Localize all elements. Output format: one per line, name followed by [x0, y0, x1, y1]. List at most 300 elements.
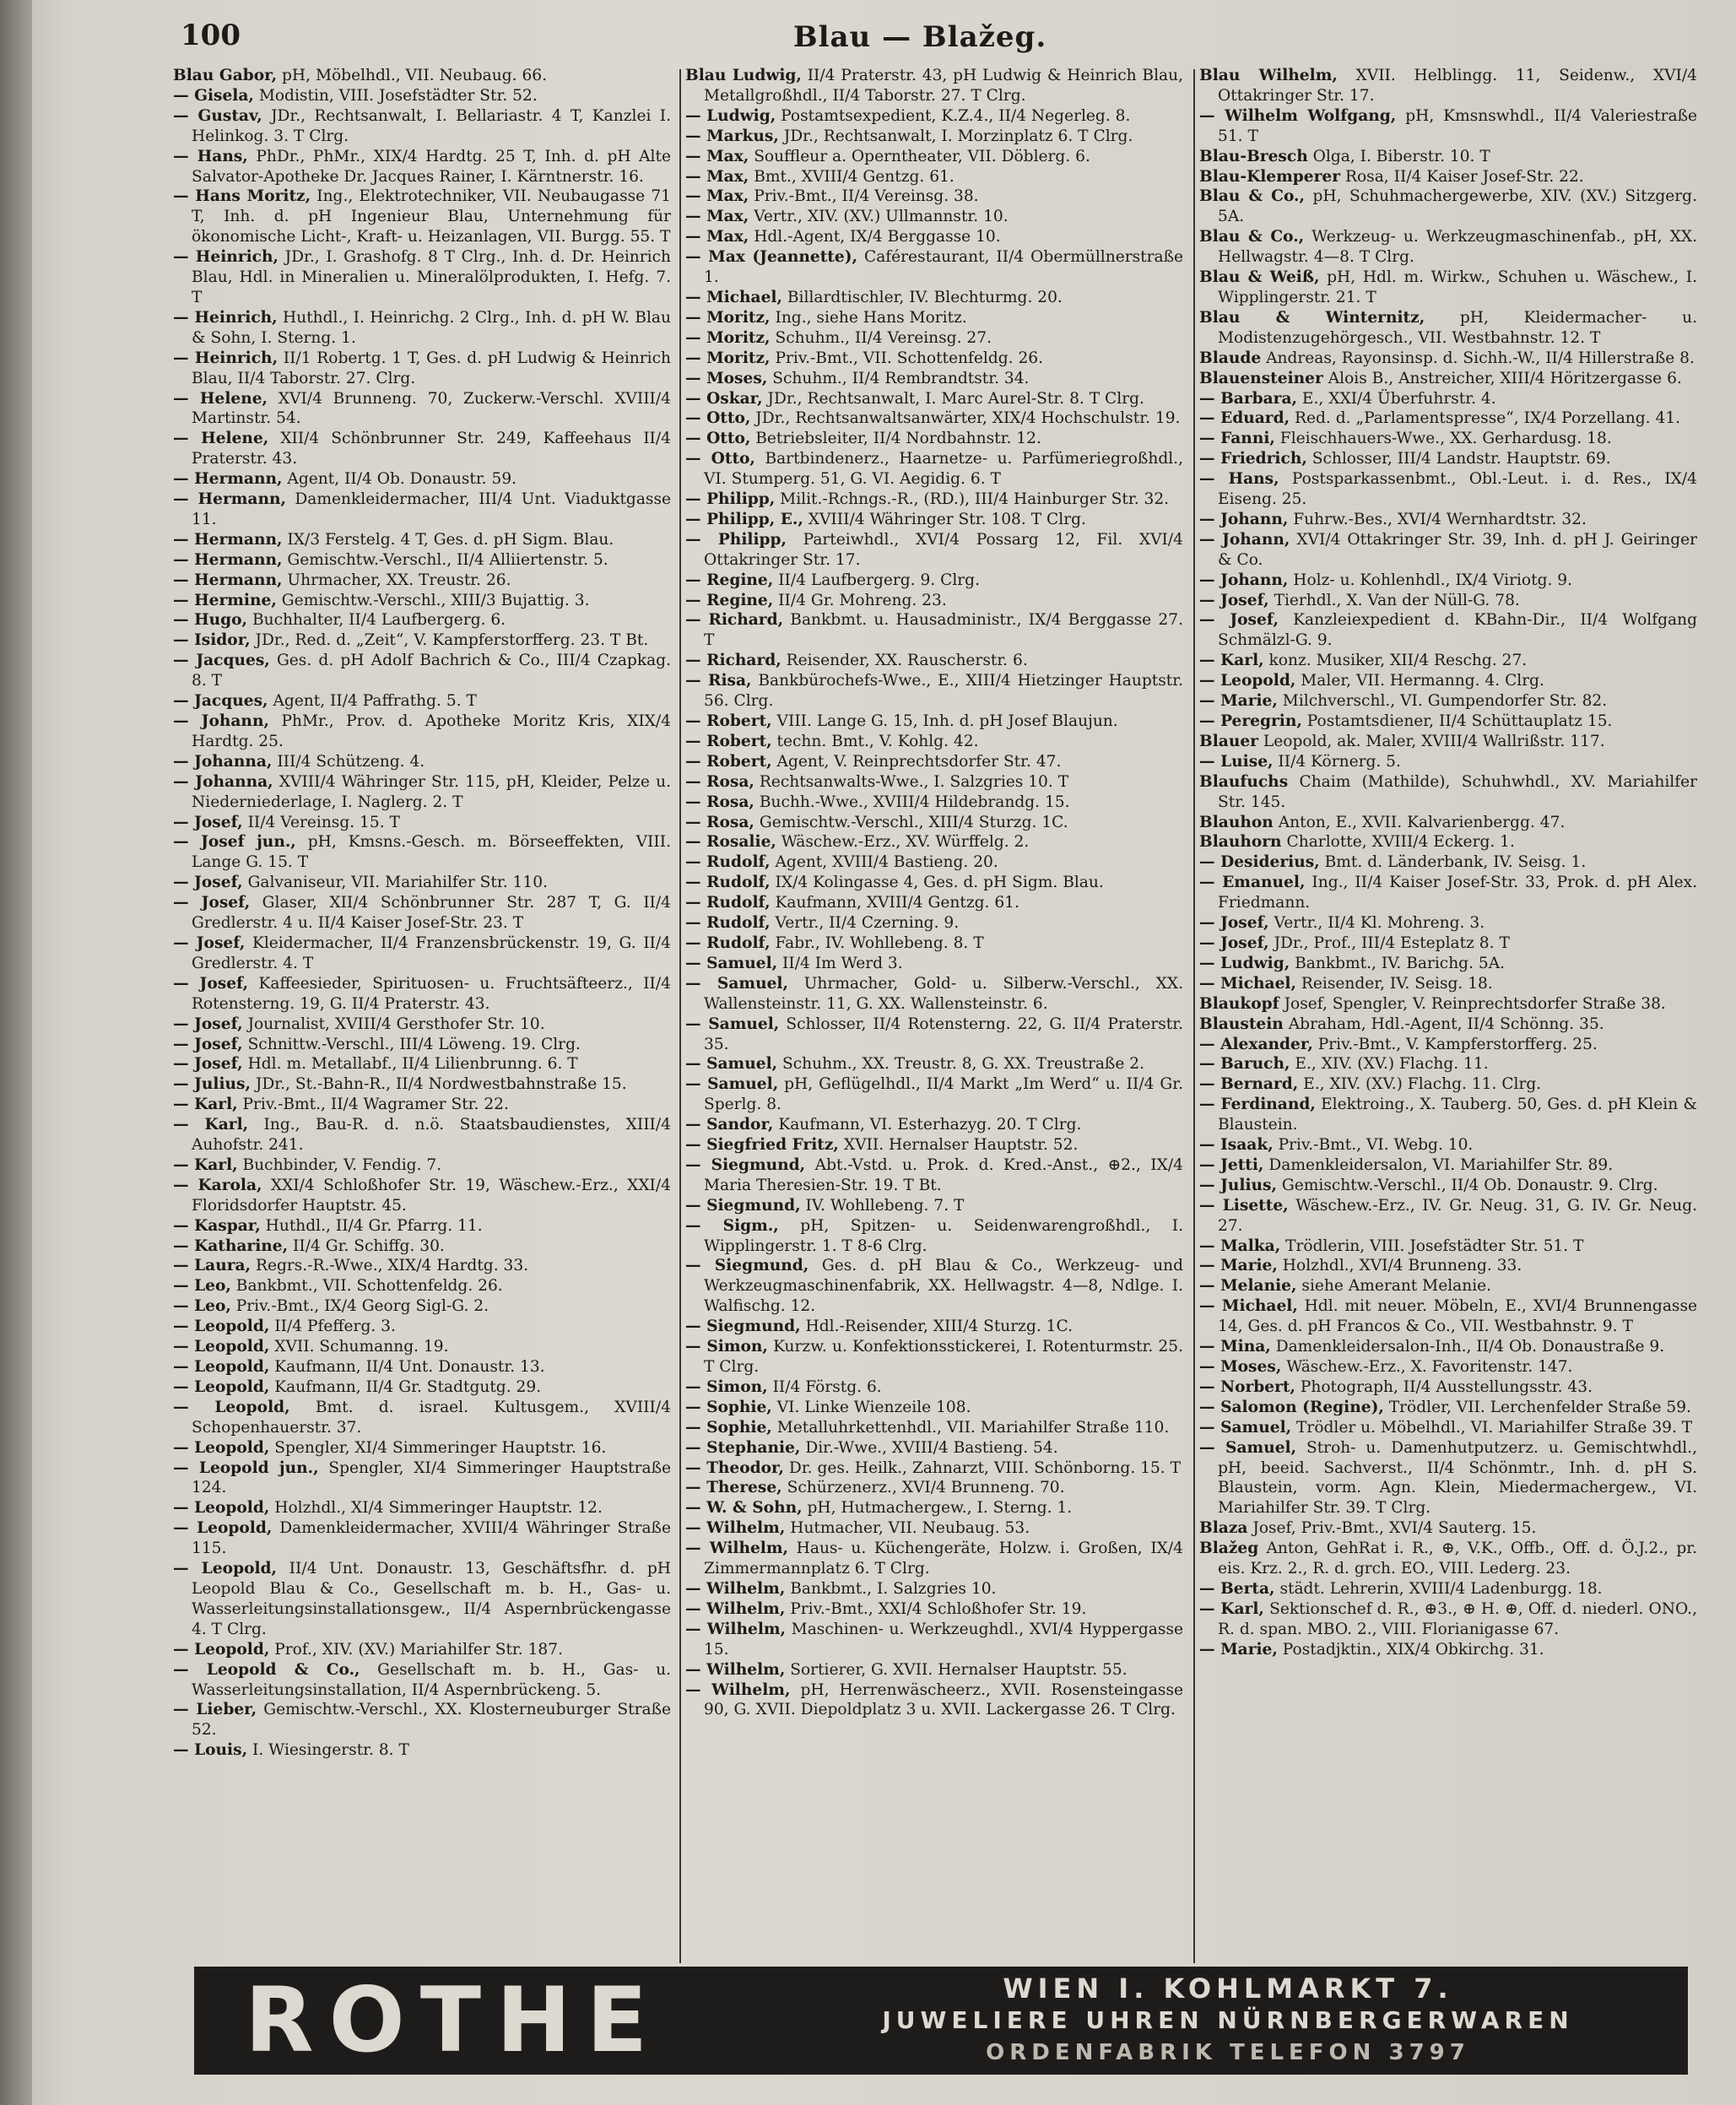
directory-entry — [173, 1438, 671, 1458]
entry-details: Gemischtw.-Verschl., II/4 Alliiertenstr. 5. — [287, 550, 608, 569]
directory-entry — [173, 550, 671, 571]
entry-details: Ing., Elektrotechniker, VII. Neubaugasse 71 T, Inh. d. pH Ingenieur Blau, Unternehmung für ökonomische Licht-, Kraft- u. Heizanlagen, VII. Burgg. 55. T — [192, 187, 671, 246]
entry-name: — Rudolf, — [685, 853, 771, 872]
directory-entry — [1199, 1438, 1697, 1519]
directory-entry — [1199, 449, 1697, 469]
entry-details: Billardtischler, IV. Blechturmg. 20. — [787, 288, 1063, 306]
directory-entry — [1199, 187, 1697, 227]
entry-details: Bankbmt. u. Hausadministr., IX/4 Berggasse 27. T — [704, 611, 1183, 650]
directory-entry — [173, 1256, 671, 1276]
directory-entry — [685, 409, 1183, 429]
entry-details: Galvaniseur, VII. Mariahilfer Str. 110. — [247, 874, 548, 892]
entry-name: — Philipp, — [685, 530, 787, 549]
entry-details: Kurzw. u. Konfektionsstickerei, I. Rotenturmstr. 25. T Clrg. — [704, 1338, 1183, 1376]
directory-entry — [173, 712, 671, 752]
entry-name: — Regine, — [685, 571, 774, 589]
directory-entry — [173, 1054, 671, 1074]
entry-name: — Max, — [685, 187, 749, 206]
entry-name: — Michael, — [1199, 1297, 1298, 1316]
entry-details: Abt.-Vstd. u. Prok. d. Kred.-Anst., ⊕2., IX/4 Maria Theresien-Str. 19. T Bt. — [704, 1155, 1183, 1194]
entry-details: Fabr., IV. Wohllebeng. 8. T — [775, 933, 984, 952]
directory-entry — [685, 974, 1183, 1015]
entry-details: XII/4 Schönbrunner Str. 249, Kaffeehaus II/4 Praterstr. 43. — [192, 430, 671, 468]
entry-name: Blau & Weiß, — [1199, 268, 1320, 287]
entry-details: Vertr., II/4 Czerning. 9. — [775, 914, 960, 933]
directory-entry — [685, 954, 1183, 974]
entry-details: Josef, Spengler, V. Reinprechtsdorfer Straße 38. — [1284, 994, 1666, 1013]
entry-details: Buchhalter, II/4 Laufbergerg. 6. — [251, 611, 506, 630]
entry-name: — Josef, — [173, 1055, 243, 1074]
entry-details: Bankbmt., I. Salzgries 10. — [790, 1579, 997, 1598]
directory-entry — [1199, 1276, 1697, 1296]
directory-entry — [685, 1539, 1183, 1579]
entry-name: Blau & Co., — [1199, 228, 1305, 246]
entry-name: — Samuel, — [685, 1015, 780, 1033]
entry-details: Reisender, XX. Rauscherstr. 6. — [786, 652, 1028, 670]
entry-details: Ing., II/4 Kaiser Josef-Str. 33, Prok. d. pH Alex. Friedmann. — [1218, 874, 1697, 912]
entry-details: Alois B., Anstreicher, XIII/4 Höritzergasse 6. — [1328, 369, 1682, 387]
entry-details: Kaufmann, II/4 Gr. Stadtgutg. 29. — [274, 1377, 542, 1396]
entry-details: JDr., I. Grashofg. 8 T Clrg., Inh. d. Dr. Heinrich Blau, Hdl. in Mineralien u. Mineralölprodukten, I. Hefg. 7. T — [192, 248, 671, 306]
entry-name: — Josef, — [173, 813, 243, 831]
entry-details: Milchverschl., VI. Gumpendorfer Str. 82. — [1282, 692, 1608, 711]
entry-name: Blau Ludwig, — [685, 67, 802, 84]
entry-name: Blaza — [1199, 1519, 1248, 1538]
entry-details: Maschinen- u. Werkzeughdl., XVI/4 Hyppergasse 15. — [704, 1620, 1183, 1659]
directory-entry — [1199, 772, 1697, 813]
entry-details: Ges. d. pH Adolf Bachrich & Co., III/4 Czapkag. 8. T — [192, 652, 671, 690]
entry-name: — Stephanie, — [685, 1438, 801, 1457]
entry-details: Prof., XIV. (XV.) Mariahilfer Str. 187. — [274, 1640, 563, 1659]
directory-entry — [685, 106, 1183, 127]
entry-name: — Karl, — [173, 1116, 249, 1134]
entry-details: III/4 Schützeng. 4. — [277, 752, 425, 771]
entry-details: Milit.-Rchngs.-R., (RD.), III/4 Hainburger Str. 32. — [780, 490, 1170, 509]
directory-entry — [173, 1317, 671, 1337]
entry-name: — Leopold, — [173, 1499, 270, 1518]
column-divider — [679, 69, 681, 1963]
directory-entry — [1199, 1579, 1697, 1599]
directory-entry — [1199, 1054, 1697, 1074]
entry-details: Ing., siehe Hans Moritz. — [775, 308, 967, 327]
entry-name: — Karl, — [173, 1096, 238, 1114]
entry-name: — Hermann, — [173, 470, 283, 489]
entry-details: pH, Spitzen- u. Seidenwarengroßhdl., I. Wipplingerstr. 1. T 8-6 Clrg. — [704, 1216, 1183, 1255]
entry-name: Blauensteiner — [1199, 369, 1323, 387]
entry-name: — Rosa, — [685, 813, 754, 831]
entry-details: Schürzenerz., XVI/4 Brunneng. 70. — [787, 1479, 1065, 1497]
entry-details: PhMr., Prov. d. Apotheke Moritz Kris, XIX/4 Hardtg. 25. — [192, 712, 671, 750]
entry-details: Postamtsexpedient, K.Z.4., II/4 Negerleg. 8. — [781, 106, 1131, 125]
entry-name: — Siegmund, — [685, 1257, 809, 1275]
directory-entry — [685, 1377, 1183, 1398]
directory-entry — [1199, 469, 1697, 510]
column-divider — [1193, 69, 1195, 1963]
directory-entry — [173, 1155, 671, 1176]
entry-name: — Friedrich, — [1199, 450, 1307, 468]
directory-entry — [685, 389, 1183, 409]
entry-details: konz. Musiker, XII/4 Reschg. 27. — [1268, 652, 1528, 670]
entry-name: — Ferdinand, — [1199, 1096, 1316, 1114]
entry-name: — Risa, — [685, 672, 752, 690]
entry-name: — Moses, — [685, 369, 768, 387]
entry-name: — Siegmund, — [685, 1155, 806, 1174]
entry-details: XXI/4 Schloßhofer Str. 19, Wäschew.-Erz., XXI/4 Floridsdorfer Hauptstr. 45. — [192, 1176, 671, 1215]
directory-entry — [685, 369, 1183, 389]
entry-details: Metalluhrkettenhdl., VII. Mariahilfer Straße 110. — [776, 1418, 1170, 1437]
directory-entry — [1199, 571, 1697, 591]
entry-details: pH, Kleidermacher- u. Modistenzugehörgesch., VII. Westbahnstr. 12. T — [1218, 308, 1697, 347]
directory-entry — [173, 1660, 671, 1701]
directory-entry — [1199, 610, 1697, 651]
entry-details: Souffleur a. Operntheater, VII. Döblerg. 6. — [754, 147, 1090, 165]
directory-entry — [173, 1640, 671, 1660]
entry-name: — Samuel, — [1199, 1438, 1297, 1457]
entry-name: — Josef, — [173, 894, 251, 912]
entry-details: pH, Kmsnswhdl., II/4 Valeriestraße 51. T — [1218, 106, 1697, 145]
directory-entry — [685, 1115, 1183, 1135]
directory-entry — [173, 772, 671, 813]
entry-name: — Emanuel, — [1199, 874, 1306, 892]
directory-entry — [1199, 530, 1697, 571]
directory-entry — [173, 1518, 671, 1559]
entry-details: Holz- u. Kohlenhdl., IX/4 Viriotg. 9. — [1293, 571, 1573, 589]
entry-name: — Gisela, — [173, 86, 254, 105]
entry-name: — Samuel, — [685, 1075, 779, 1094]
entry-name: — Jacques, — [173, 652, 270, 670]
entry-details: Journalist, XVIII/4 Gersthofer Str. 10. — [247, 1015, 545, 1033]
directory-entry — [173, 1357, 671, 1377]
entry-name: — Samuel, — [685, 954, 778, 972]
entry-name: — Sophie, — [685, 1418, 772, 1437]
directory-entry — [685, 530, 1183, 571]
entry-details: Bmt. d. Länderbank, IV. Seisg. 1. — [1324, 853, 1587, 872]
entry-name: — Peregrin, — [1199, 712, 1302, 730]
directory-entry — [685, 308, 1183, 328]
directory-entry — [685, 671, 1183, 712]
entry-details: Gemischtw.-Verschl., XIII/4 Sturzg. 1C. — [759, 813, 1068, 831]
directory-entry — [685, 1256, 1183, 1317]
directory-entry — [1199, 752, 1697, 772]
directory-entry — [685, 328, 1183, 349]
directory-entry — [1199, 1155, 1697, 1176]
entry-name: — Leopold & Co., — [173, 1660, 360, 1679]
entry-details: pH, Hdl. m. Wirkw., Schuhen u. Wäschew., I. Wipplingerstr. 21. T — [1218, 268, 1697, 306]
entry-details: Elektroing., X. Tauberg. 50, Ges. d. pH Klein & Blaustein. — [1218, 1096, 1697, 1134]
entry-details: Fleischhauers-Wwe., XX. Gerhardusg. 18. — [1279, 430, 1612, 448]
entry-name: — Gustav, — [173, 106, 262, 125]
entry-details: Hdl.-Reisender, XIII/4 Sturzg. 1C. — [805, 1318, 1073, 1336]
entry-name: — Helene, — [173, 430, 269, 448]
entry-name: — Salomon (Regine), — [1199, 1398, 1384, 1416]
entry-name: — Desiderius, — [1199, 853, 1320, 872]
entry-name: — Kaspar, — [173, 1216, 261, 1235]
directory-entry — [1199, 1640, 1697, 1660]
entry-details: Dir.-Wwe., XVIII/4 Bastieng. 54. — [805, 1438, 1058, 1457]
directory-entry — [1199, 1599, 1697, 1640]
entry-details: Damenkleidersalon-Inh., II/4 Ob. Donaustraße 9. — [1275, 1338, 1665, 1356]
directory-entry — [1199, 1256, 1697, 1276]
directory-entry — [173, 974, 671, 1015]
entry-name: — Max, — [685, 228, 749, 246]
directory-entry — [1199, 974, 1697, 994]
entry-details: Spengler, XI/4 Simmeringer Hauptstraße 124. — [192, 1458, 671, 1497]
entry-details: Anton, GehRat i. R., ⊕, V.K., Offb., Off. d. Ö.J.2., pr. eis. Krz. 2., R. d. grch. EO., VIII. Lederg. 23. — [1218, 1540, 1697, 1578]
directory-entry — [1199, 1418, 1697, 1438]
directory-entry — [1199, 873, 1697, 913]
directory-entry — [1199, 1377, 1697, 1398]
entry-name: — Julius, — [173, 1075, 251, 1094]
entry-name: — Rosa, — [685, 772, 754, 791]
directory-entry — [173, 630, 671, 651]
entry-details: VIII. Lange G. 15, Inh. d. pH Josef Blaujun. — [776, 712, 1118, 730]
entry-name: — Wilhelm, — [685, 1660, 786, 1679]
directory-entry — [1199, 349, 1697, 369]
entry-details: JDr., Rechtsanwalt, I. Bellariastr. 4 T, Kanzlei I. Helinkog. 3. T Clrg. — [192, 106, 671, 145]
directory-entry — [685, 207, 1183, 227]
entry-details: Tierhdl., X. Van der Nüll-G. 78. — [1274, 591, 1520, 609]
entry-details: Gemischtw.-Verschl., XIII/3 Bujattig. 3. — [281, 591, 590, 609]
directory-entry — [1199, 933, 1697, 954]
directory-entry — [173, 752, 671, 772]
entry-name: — Josef, — [173, 974, 249, 993]
directory-entry — [173, 247, 671, 308]
entry-name: — Karola, — [173, 1176, 262, 1194]
entry-name: — Heinrich, — [173, 308, 278, 327]
entry-name: — Marie, — [1199, 692, 1278, 711]
column-left — [173, 66, 671, 1963]
entry-name: — Hermine, — [173, 591, 277, 609]
entry-details: Red. d. „Parlamentspresse“, IX/4 Porzellang. 41. — [1295, 409, 1681, 428]
directory-entry — [1199, 227, 1697, 268]
entry-name: — Hermann, — [173, 530, 283, 549]
directory-entry — [173, 1035, 671, 1055]
entry-details: Regrs.-R.-Wwe., XIX/4 Hardtg. 33. — [255, 1257, 529, 1275]
entry-name: — Leopold, — [1199, 672, 1296, 690]
entry-details: Haus- u. Küchengeräte, Holzw. i. Großen, IX/4 Zimmermannplatz 6. T Clrg. — [704, 1540, 1183, 1578]
entry-name: — Wilhelm, — [685, 1599, 786, 1618]
entry-name: — Karl, — [173, 1155, 238, 1174]
directory-entry — [173, 1498, 671, 1518]
entry-details: Reisender, IV. Seisg. 18. — [1301, 974, 1493, 993]
directory-entry — [685, 1054, 1183, 1074]
entry-name: — Rudolf, — [685, 933, 771, 952]
directory-entry — [685, 1438, 1183, 1458]
entry-name: — Julius, — [1199, 1176, 1277, 1194]
entry-details: Wäschew.-Erz., XV. Würffelg. 2. — [781, 833, 1030, 852]
directory-entry — [685, 1337, 1183, 1377]
directory-entry — [1199, 1135, 1697, 1155]
directory-entry — [685, 147, 1183, 167]
entry-name: — Leopold, — [173, 1318, 270, 1336]
entry-details: Vertr., II/4 Kl. Mohreng. 3. — [1274, 914, 1485, 933]
entry-name: — Sophie, — [685, 1398, 772, 1416]
directory-entry — [685, 610, 1183, 651]
directory-entry — [173, 1176, 671, 1216]
advertisement-banner — [194, 1967, 1688, 2075]
entry-name: — Leopold, — [173, 1438, 270, 1457]
directory-entry — [173, 1398, 671, 1438]
entry-details: E., XIV. (XV.) Flachg. 11. Clrg. — [1303, 1075, 1542, 1094]
entry-details: II/4 Körnerg. 5. — [1278, 752, 1401, 771]
directory-entry — [1199, 1236, 1697, 1257]
entry-details: Hutmacher, VII. Neubaug. 53. — [790, 1519, 1030, 1538]
entry-name: — Leopold, — [173, 1519, 273, 1538]
entry-details: Trödler, VII. Lerchenfelder Straße 59. — [1388, 1398, 1691, 1416]
directory-entry — [685, 1317, 1183, 1337]
directory-entry — [685, 187, 1183, 207]
directory-entry — [685, 1398, 1183, 1418]
entry-name: — Josef jun., — [173, 833, 296, 852]
directory-entry — [1199, 671, 1697, 691]
entry-name: — Hans, — [173, 147, 248, 165]
directory-entry — [1199, 1518, 1697, 1539]
entry-name: — Hermann, — [173, 490, 286, 509]
entry-details: E., XIV. (XV.) Flachg. 11. — [1295, 1055, 1489, 1074]
entry-name: — Philipp, E., — [685, 510, 803, 528]
entry-details: II/1 Robertg. 1 T, Ges. d. pH Ludwig & Heinrich Blau, II/4 Taborstr. 27. Clrg. — [192, 349, 671, 387]
entry-details: pH, Kmsns.-Gesch. m. Börseeffekten, VIII. Lange G. 15. T — [192, 833, 671, 872]
directory-entry — [685, 1074, 1183, 1115]
directory-entry — [685, 913, 1183, 933]
entry-name: — Robert, — [685, 752, 772, 771]
ad-products: JUWELIERE UHREN NÜRNBERGERWAREN — [882, 2006, 1574, 2034]
directory-entry — [173, 389, 671, 430]
directory-entry — [173, 66, 671, 86]
entry-name: — Michael, — [685, 288, 782, 306]
directory-entry — [173, 1095, 671, 1115]
directory-entry — [685, 490, 1183, 510]
entry-name: — Wilhelm, — [685, 1620, 787, 1638]
entry-name: Blaude — [1199, 349, 1262, 367]
directory-entry — [173, 1559, 671, 1640]
entry-details: Olga, I. Biberstr. 10. T — [1312, 147, 1490, 165]
entry-details: Bankbürochefs-Wwe., E., XIII/4 Hietzinger Hauptstr. 56. Clrg. — [704, 672, 1183, 711]
entry-details: E., XXI/4 Überfuhrstr. 4. — [1301, 389, 1496, 408]
entry-name: — Josef, — [1199, 933, 1269, 952]
entry-name: — Katharine, — [173, 1236, 289, 1255]
entry-name: Blau-Klemperer — [1199, 167, 1341, 186]
directory-entry — [685, 1680, 1183, 1721]
directory-entry — [173, 308, 671, 349]
entry-details: Schlosser, II/4 Rotensterng. 22, G. II/4 Praterstr. 35. — [704, 1015, 1183, 1053]
entry-details: Sektionschef d. R., ⊕3., ⊕ H. ⊕, Off. d. niederl. ONO., R. d. span. MBO. 2., VIII. Florianigasse 67. — [1218, 1599, 1697, 1638]
entry-details: techn. Bmt., V. Kohlg. 42. — [776, 732, 979, 750]
entry-name: — Wilhelm, — [685, 1519, 786, 1538]
entry-name: — Louis, — [173, 1741, 248, 1760]
entry-name: — Josef, — [1199, 914, 1269, 933]
entry-details: Bankbmt., VII. Schottenfeldg. 26. — [235, 1277, 503, 1296]
entry-details: XVII. Schumanng. 19. — [274, 1338, 449, 1356]
directory-entry — [1199, 147, 1697, 167]
entry-name: Blaufuchs — [1199, 772, 1289, 791]
directory-entry — [173, 691, 671, 712]
directory-entry — [173, 1236, 671, 1257]
entry-details: PhDr., PhMr., XIX/4 Hardtg. 25 T, Inh. d. pH Alte Salvator-Apotheke Dr. Jacques Rainer, I. Kärntnerstr. 16. — [192, 147, 671, 186]
entry-details: Huthdl., II/4 Gr. Pfarrg. 11. — [265, 1216, 483, 1235]
entry-name: — Fanni, — [1199, 430, 1275, 448]
entry-details: Agent, II/4 Ob. Donaustr. 59. — [287, 470, 517, 489]
entry-details: Priv.-Bmt., VI. Webg. 10. — [1278, 1136, 1474, 1155]
entry-details: Uhrmacher, XX. Treustr. 26. — [287, 571, 511, 589]
entry-name: Blaustein — [1199, 1015, 1284, 1033]
directory-entry — [173, 490, 671, 530]
entry-details: Gemischtw.-Verschl., XX. Klosterneuburger Straße 52. — [192, 1701, 671, 1740]
directory-entry — [1199, 954, 1697, 974]
directory-entry — [685, 1196, 1183, 1216]
directory-entry — [1199, 852, 1697, 873]
entry-details: Priv.-Bmt., II/4 Wagramer Str. 22. — [242, 1096, 509, 1114]
entry-details: JDr., Rechtsanwalt, I. Marc Aurel-Str. 8. T Clrg. — [767, 389, 1144, 408]
entry-details: Trödlerin, VIII. Josefstädter Str. 51. T — [1285, 1236, 1584, 1255]
entry-name: — Max, — [685, 147, 749, 165]
entry-details: IX/3 Ferstelg. 4 T, Ges. d. pH Sigm. Blau. — [287, 530, 614, 549]
entry-details: II/4 Vereinsg. 15. T — [247, 813, 400, 831]
entry-name: — Josef, — [1199, 611, 1279, 630]
entry-details: Holzhdl., XI/4 Simmeringer Hauptstr. 12. — [274, 1499, 603, 1518]
entry-name: Blažeg — [1199, 1540, 1259, 1558]
entry-details: Kanzleiexpedient d. KBahn-Dir., II/4 Wolfgang Schmälzl-G. 9. — [1218, 611, 1697, 650]
entry-name: — Karl, — [1199, 1599, 1264, 1618]
entry-name: — Isaak, — [1199, 1136, 1274, 1155]
directory-entry — [173, 893, 671, 933]
entry-name: — Leo, — [173, 1297, 231, 1316]
entry-name: — Samuel, — [685, 974, 788, 993]
entry-details: Buchh.-Wwe., XVIII/4 Hildebrandg. 15. — [759, 793, 1070, 811]
entry-details: II/4 Im Werd 3. — [782, 954, 903, 972]
directory-entry — [685, 247, 1183, 288]
entry-name: — Johanna, — [173, 772, 273, 791]
column-right — [1199, 66, 1697, 1963]
directory-entry — [1199, 66, 1697, 106]
column-middle — [685, 66, 1183, 1963]
directory-entry — [173, 1276, 671, 1296]
entry-name: — Max, — [685, 208, 749, 226]
entry-name: — Luise, — [1199, 752, 1274, 771]
entry-details: pH, Herrenwäscheerz., XVII. Rosensteingasse 90, G. XVII. Diepoldplatz 3 u. XVII. Lackergasse 26. T Clrg. — [704, 1680, 1183, 1719]
directory-entry — [685, 1518, 1183, 1539]
entry-details: II/4 Praterstr. 43, pH Ludwig & Heinrich Blau, Metallgroßhdl., II/4 Taborstr. 27. T Clrg. — [704, 67, 1183, 105]
entry-details: XVI/4 Ottakringer Str. 39, Inh. d. pH J. Geiringer & Co. — [1218, 530, 1697, 569]
entry-name: — Johann, — [173, 712, 269, 730]
entry-details: Buchbinder, V. Fendig. 7. — [242, 1155, 442, 1174]
entry-name: — Richard, — [685, 652, 781, 670]
entry-name: — Leopold, — [173, 1338, 270, 1356]
directory-entry — [685, 832, 1183, 852]
entry-name: — Malka, — [1199, 1236, 1281, 1255]
entry-details: Holzhdl., XVI/4 Brunneng. 33. — [1282, 1257, 1522, 1275]
entry-details: Schuhm., XX. Treustr. 8, G. XX. Treustraße 2. — [782, 1055, 1145, 1074]
entry-details: Rechtsanwalts-Wwe., I. Salzgries 10. T — [759, 772, 1069, 791]
directory-entry — [173, 832, 671, 873]
entry-details: Priv.-Bmt., VII. Schottenfeldg. 26. — [775, 349, 1044, 367]
entry-name: — Leopold, — [173, 1358, 270, 1376]
entry-details: Kaufmann, XVIII/4 Gentzg. 61. — [775, 894, 1019, 912]
directory-entry — [685, 571, 1183, 591]
entry-name: — Sigm., — [685, 1216, 779, 1235]
directory-entry — [1199, 106, 1697, 147]
directory-entry — [173, 610, 671, 630]
entry-name: Blau Wilhelm, — [1199, 67, 1338, 84]
entry-name: Blaukopf — [1199, 994, 1279, 1013]
entry-name: — Rudolf, — [685, 914, 771, 933]
entry-name: Blau & Co., — [1199, 187, 1305, 206]
entry-name: — Markus, — [685, 127, 779, 145]
directory-entry — [1199, 994, 1697, 1015]
entry-details: Dr. ges. Heilk., Zahnarzt, VIII. Schönborng. 15. T — [788, 1458, 1182, 1477]
directory-entry — [173, 651, 671, 691]
entry-name: — Josef, — [1199, 591, 1269, 609]
